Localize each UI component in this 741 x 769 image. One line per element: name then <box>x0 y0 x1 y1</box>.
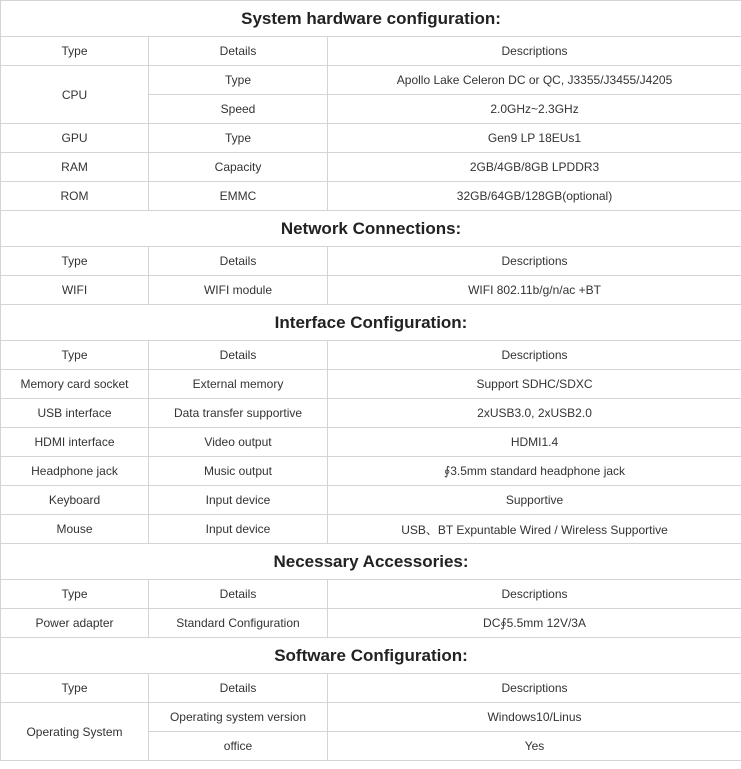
type-cell: Mouse <box>1 515 149 544</box>
details-cell: External memory <box>149 370 328 399</box>
table-row <box>1 486 741 515</box>
details-cell: Video output <box>149 428 328 457</box>
details-cell: EMMC <box>149 182 328 211</box>
header-row <box>1 341 741 370</box>
details-cell: Data transfer supportive <box>149 399 328 428</box>
header-details: Details <box>149 580 328 609</box>
details-cell: office <box>149 732 328 761</box>
header-descriptions: Descriptions <box>328 580 741 609</box>
section-title: Software Configuration: <box>1 638 741 674</box>
type-cell: ROM <box>1 182 149 211</box>
description-cell: Support SDHC/SDXC <box>328 370 741 399</box>
type-cell: Keyboard <box>1 486 149 515</box>
details-cell: Type <box>149 124 328 153</box>
table-row <box>1 66 741 95</box>
header-descriptions: Descriptions <box>328 247 741 276</box>
section-title-row <box>1 1 741 37</box>
type-cell: GPU <box>1 124 149 153</box>
details-cell: Standard Configuration <box>149 609 328 638</box>
header-type: Type <box>1 341 149 370</box>
details-cell: Input device <box>149 515 328 544</box>
header-row <box>1 37 741 66</box>
description-cell: 2.0GHz~2.3GHz <box>328 95 741 124</box>
details-cell: Input device <box>149 486 328 515</box>
description-cell: Windows10/Linus <box>328 703 741 732</box>
description-cell: HDMI1.4 <box>328 428 741 457</box>
section-title-row <box>1 211 741 247</box>
description-cell: 32GB/64GB/128GB(optional) <box>328 182 741 211</box>
header-descriptions: Descriptions <box>328 37 741 66</box>
table-row <box>1 276 741 305</box>
details-cell: WIFI module <box>149 276 328 305</box>
description-cell: ∮3.5mm standard headphone jack <box>328 457 741 486</box>
type-cell: Headphone jack <box>1 457 149 486</box>
type-cell: Power adapter <box>1 609 149 638</box>
table-row <box>1 703 741 732</box>
section-title-row <box>1 638 741 674</box>
details-cell: Operating system version <box>149 703 328 732</box>
section-title: Necessary Accessories: <box>1 544 741 580</box>
header-descriptions: Descriptions <box>328 674 741 703</box>
header-row <box>1 247 741 276</box>
description-cell: DC∮5.5mm 12V/3A <box>328 609 741 638</box>
description-cell: Supportive <box>328 486 741 515</box>
table-row <box>1 609 741 638</box>
description-cell: USB、BT Expuntable Wired / Wireless Supportive <box>328 515 741 544</box>
type-cell: Operating System <box>1 703 149 761</box>
description-cell: WIFI 802.11b/g/n/ac +BT <box>328 276 741 305</box>
header-type: Type <box>1 37 149 66</box>
section-title: Network Connections: <box>1 211 741 247</box>
details-cell: Music output <box>149 457 328 486</box>
section-title: System hardware configuration: <box>1 1 741 37</box>
type-cell: CPU <box>1 66 149 124</box>
type-cell: Memory card socket <box>1 370 149 399</box>
header-descriptions: Descriptions <box>328 341 741 370</box>
header-details: Details <box>149 341 328 370</box>
section-title-row <box>1 305 741 341</box>
description-cell: Gen9 LP 18EUs1 <box>328 124 741 153</box>
table-row <box>1 515 741 544</box>
table-row <box>1 370 741 399</box>
details-cell: Speed <box>149 95 328 124</box>
header-details: Details <box>149 247 328 276</box>
description-cell: Yes <box>328 732 741 761</box>
section-title-row <box>1 544 741 580</box>
table-row <box>1 399 741 428</box>
table-row <box>1 457 741 486</box>
table-row <box>1 124 741 153</box>
table-row <box>1 153 741 182</box>
table-row <box>1 428 741 457</box>
header-type: Type <box>1 674 149 703</box>
type-cell: HDMI interface <box>1 428 149 457</box>
header-details: Details <box>149 37 328 66</box>
header-row <box>1 580 741 609</box>
type-cell: WIFI <box>1 276 149 305</box>
type-cell: USB interface <box>1 399 149 428</box>
details-cell: Type <box>149 66 328 95</box>
header-type: Type <box>1 247 149 276</box>
header-type: Type <box>1 580 149 609</box>
description-cell: 2xUSB3.0, 2xUSB2.0 <box>328 399 741 428</box>
table-row <box>1 182 741 211</box>
header-details: Details <box>149 674 328 703</box>
description-cell: 2GB/4GB/8GB LPDDR3 <box>328 153 741 182</box>
details-cell: Capacity <box>149 153 328 182</box>
header-row <box>1 674 741 703</box>
type-cell: RAM <box>1 153 149 182</box>
section-title: Interface Configuration: <box>1 305 741 341</box>
description-cell: Apollo Lake Celeron DC or QC, J3355/J3455/J4205 <box>328 66 741 95</box>
